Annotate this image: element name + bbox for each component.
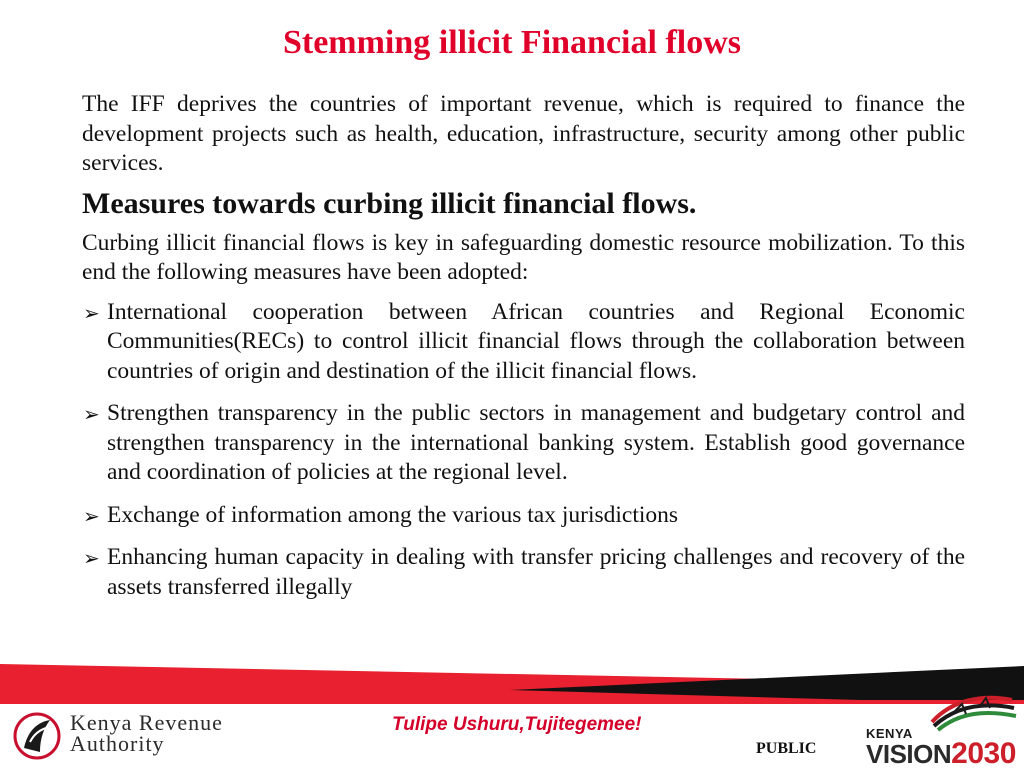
list-item-text: International cooperation between African countries and Regional Economic Communities(RECs) to control illicit financial flows through the collaboration between countries of origin and destination of the illicit financial flows.: [107, 298, 965, 384]
vision-kenya-text: KENYA: [866, 726, 913, 741]
kra-logo-text: [70, 712, 223, 754]
slide-title: Stemming illicit Financial flows: [282, 24, 742, 61]
slogan: Tulipe Ushuru,Tujitegemee!: [392, 714, 642, 735]
kra-line-1: Kenya Revenue: [70, 710, 223, 735]
arrow-bullet-icon: ➢: [83, 546, 100, 570]
list-item-text: Strengthen transparency in the public sectors in management and budgetary control and strengthen transparency in the international banking system. Establish good governance and coordination of policies at the regional level.: [107, 400, 965, 485]
vision-word: [866, 737, 1016, 771]
list-item-text: Enhancing human capacity in dealing with transfer pricing challenges and recovery of the assets transferred illegally: [107, 544, 965, 600]
measures-list: [82, 298, 965, 603]
slide-content: [82, 90, 965, 615]
list-item: [82, 298, 965, 387]
kra-line-2: Authority: [70, 731, 165, 756]
list-item: [82, 543, 965, 602]
body-paragraph: Curbing illicit financial flows is key in safeguarding domestic resource mobilization. To this end the following measures have been adopted:: [82, 229, 965, 285]
list-item: [82, 501, 965, 531]
classification-label: PUBLIC: [756, 740, 817, 757]
list-item: [82, 399, 965, 488]
section-heading: Measures towards curbing illicit financial flows.: [82, 186, 697, 220]
intro-paragraph: The IFF deprives the countries of important revenue, which is required to finance the development projects such as health, education, infrastructure, security among other public services.: [82, 91, 965, 176]
arrow-bullet-icon: ➢: [83, 300, 100, 325]
arrow-bullet-icon: ➢: [83, 402, 100, 426]
arrow-bullet-icon: ➢: [83, 503, 100, 528]
vision-year: 2030: [951, 737, 1016, 770]
list-item-text: Exchange of information among the various tax jurisdictions: [107, 501, 679, 528]
vision-text: VISION: [866, 739, 952, 769]
